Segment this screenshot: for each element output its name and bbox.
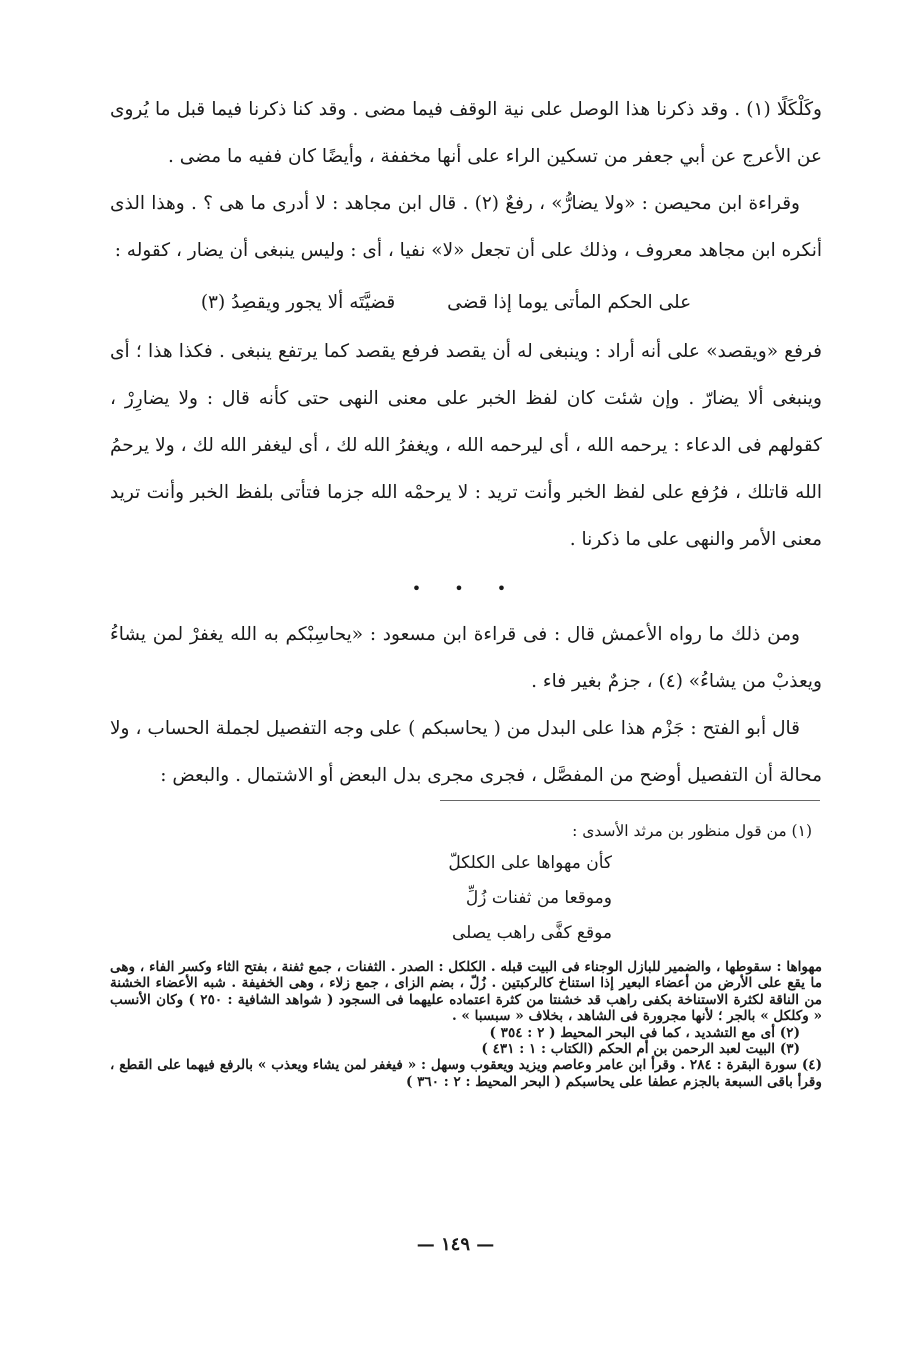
paragraph-4: ومن ذلك ما رواه الأعمش قال : فى قراءة ابن مسعود : «يحاسِبْكم به الله يغفرْ لمن يشاءُ ويعذبْ من يشاءُ» (٤) ، جزمٌ بغير فاء . [110,624,822,692]
footnotes [110,816,822,1090]
footnote-1-verse-line: موقع كفَّى راهب يصلى [452,923,612,943]
poetry-verse [110,278,822,328]
page-number: — ١٤٩ — [416,1234,495,1255]
verse-second-hemistich: قضيَّتَه ألا يجور ويقصِدُ (٣) [200,292,396,313]
footnote-1-verse-line: وموقعا من ثفنات زُلِّ [465,888,612,908]
footnote-3: (٣) البيت لعبد الرحمن بن أم الحكم (الكتاب : ١ : ٤٣١ ) [481,1041,800,1058]
footnote-4: (٤) سورة البقرة : ٢٨٤ . وقرأ ابن عامر وعاصم ويزيد ويعقوب وسهل : « فيغفر لمن يشاء ويعذب » بالرفع فيهما على القطع ، وقرأ باقى السبعة بالجزم عطفا على يحاسبكم ( البحر المحيط : ٢ : ٣٦٠ ) [110,1057,822,1090]
footnote-2: (٢) أى مع التشديد ، كما فى البحر المحيط ( ٢ : ٣٥٤ ) [489,1024,800,1041]
paragraph-2: وقراءة ابن محيصن : «ولا يضارُّ» ، رفعٌ (٢) . قال ابن مجاهد : لا أدرى ما هى ؟ . وهذا الذى أنكره ابن مجاهد معروف ، وذلك على أن تجعل «لا» نفيا ، أى : وليس ينبغى أن يضار ، كقوله : [110,193,822,261]
footnote-1-intro: (١) من قول منظور بن مرثد الأسدى : [572,822,812,840]
footnote-1-verse-line: كأن مهواها على الكلكلّ [448,853,612,873]
section-separator: • • • [411,579,521,598]
verse-first-hemistich: على الحكم المأتى يوما إذا قضى [447,292,692,313]
paragraph-1: وكَلْكَلًا (١) . وقد ذكرنا هذا الوصل على نية الوقف فيما مضى . وقد كنا ذكرنا فيما قبل ما يُروى عن الأعرج عن أبي جعفر من تسكين الراء على أنها مخففة ، وأيضًا كان ففيه ما مضى . [110,99,822,167]
paragraph-3: فرفع «ويقصد» على أنه أراد : وينبغى له أن يقصد فرفع يقصد كما يرتفع ينبغى . فكذا هذا ؛ أى وينبغى ألا يضارّ . وإن شئت كان لفظ الخبر على معنى النهى حتى كأنه قال : ولا يضارِرْ ، كقولهم فى الدعاء : يرحمه الله ، أى ليرحمه الله ، ويغفرُ الله لك ، أى ليغفر الله لك ، ولا يرحمُ الله قاتلك ، فرُفع على لفظ الخبر وأنت تريد : لا يرحمْه الله جزما فتأتى بلفظ الخبر وأنت تريد معنى الأمر والنهى على ما ذكرنا . [110,341,822,550]
footnote-1-gloss: مهواها : سقوطها ، والضمير للبازل الوجناء فى البيت قبله . الكلكل : الصدر . الثفنات ، جمع ثفنة ، بفتح الثاء وكسر الفاء ، وهى ما يقع على الأرض من أعضاء البعير إذا استناخ كالركبتين . زُلّ ، بضم الزاى ، جمع زلاء ، وهى الخفيفة . شبه الأعضاء الخشنة من الناقة لكثرة الاستناخة بكفى راهب قد خشنتا من كثرة اعتماده عليهما فى السجود ( شواهد الشافية : ٢٥٠ ) وكان الأنسب « وكلكل » بالجر ؛ لأنها مجرورة فى الشاهد ، بخلاف « سبسبا » . [110,959,822,1025]
main-text [110,86,822,799]
footnote-divider [440,800,820,801]
paragraph-5: قال أبو الفتح : جَزْم هذا على البدل من ( يحاسبكم ) على وجه التفصيل لجملة الحساب ، ولا محالة أن التفصيل أوضح من المفصَّل ، فجرى مجرى بدل البعض أو الاشتمال . والبعض : [110,718,822,786]
